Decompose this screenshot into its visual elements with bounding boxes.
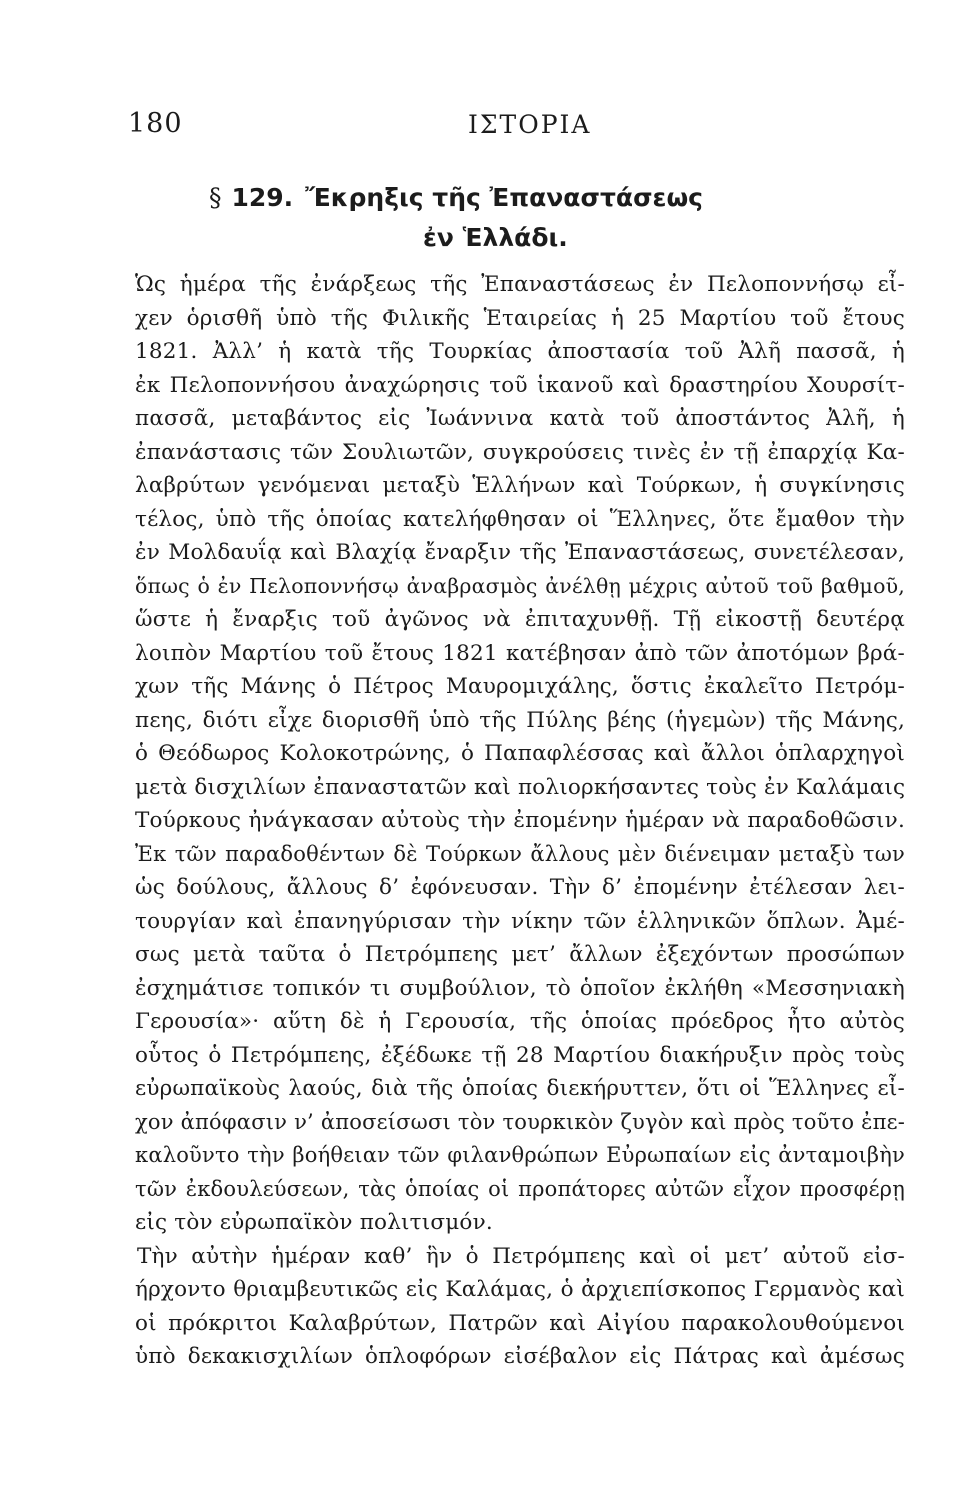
text-line: λαβρύτων γενόμεναι μεταξὺ Ἑλλήνων καὶ Τούρκων, ἡ συγκίνησις bbox=[135, 473, 905, 498]
text-line: χον ἀπόφασιν ν’ ἀποσείσωσι τὸν τουρκικὸν ζυγὸν καὶ πρὸς τοῦτο ἐπε- bbox=[135, 1109, 905, 1134]
text-line: ήρχοντο θριαμβευτικῶς εἰς Καλάμας, ὁ ἀρχιεπίσκοπος Γερμανὸς καὶ bbox=[135, 1277, 905, 1302]
text-line: λοιπὸν Μαρτίου τοῦ ἔτους 1821 κατέβησαν ἀπὸ τῶν ἀποτόμων βρά- bbox=[135, 640, 905, 666]
text-line: πεης, διότι εἶχε διορισθῆ ὑπὸ τῆς Πύλης βέης (ἡγεμὼν) τῆς Μάνης, bbox=[135, 707, 905, 733]
text-line: τέλος, ὑπὸ τῆς ὁποίας κατελήφθησαν οἱ Ἕλληνες, ὅτε ἔμαθον τὴν bbox=[135, 506, 905, 532]
text-line: ἐν Μολδαυΐᾳ καὶ Βλαχίᾳ ἔναρξιν τῆς Ἐπαναστάσεως, συνετέλεσαν, bbox=[135, 540, 905, 565]
text-line: ὁ Θεόδωρος Κολοκοτρώνης, ὁ Παπαφλέσσας καὶ ἄλλοι ὁπλαρχηγοὶ bbox=[135, 741, 905, 766]
text-line: ἐπανάστασις τῶν Σουλιωτῶν, συγκρούσεις τινὲς ἐν τῇ ἐπαρχίᾳ Κα- bbox=[135, 439, 905, 465]
text-line: πασσᾶ, μεταβάντος εἰς Ἰωάννινα κατὰ τοῦ ἀποστάντος Ἀλῆ, ἡ bbox=[135, 406, 905, 431]
section-mark: § bbox=[209, 183, 222, 212]
page-header bbox=[128, 108, 889, 148]
text-line: χεν ὁρισθῆ ὑπὸ τῆς Φιλικῆς Ἑταιρείας ἡ 25 Μαρτίου τοῦ ἔτους bbox=[135, 305, 905, 331]
text-line: Τὴν αὐτὴν ἡμέραν καθ’ ἣν ὁ Πετρόμπεης καὶ οἱ μετ’ αὐτοῦ εἰσ- bbox=[137, 1243, 905, 1269]
text-line: τουργίαν καὶ ἐπανηγύρισαν τὴν νίκην τῶν ἑλληνικῶν ὅπλων. Ἀμέ- bbox=[135, 908, 905, 934]
section-title-line-2: ἐν Ἑλλάδι. bbox=[423, 223, 568, 252]
text-line: Ἐκ τῶν παραδοθέντων δὲ Τούρκων ἄλλους μὲν διένειμαν μεταξὺ των bbox=[135, 841, 905, 866]
text-line: ὑπὸ δεκακισχιλίων ὁπλοφόρων εἰσέβαλον εἰς Πάτρας καὶ ἀμέσως bbox=[135, 1344, 905, 1369]
text-line: ὅπως ὁ ἐν Πελοποννήσῳ ἀναβρασμὸς ἀνέλθῃ μέχρις αὐτοῦ τοῦ βαθμοῦ, bbox=[135, 573, 905, 598]
section-heading bbox=[205, 178, 825, 258]
text-line: μετὰ δισχιλίων ἐπαναστατῶν καὶ πολιορκήσαντες τοὺς ἐν Καλάμαις bbox=[135, 774, 906, 800]
text-line: οἱ πρόκριτοι Καλαβρύτων, Πατρῶν καὶ Αἰγίου παρακολουθούμενοι bbox=[135, 1310, 905, 1336]
text-line: ἐσχημάτισε τοπικόν τι συμβούλιον, τὸ ὁποῖον ἐκλήθη «Μεσσηνιακὴ bbox=[135, 975, 905, 1001]
text-line: οὗτος ὁ Πετρόμπεης, ἐξέδωκε τῇ 28 Μαρτίου διακήρυξιν πρὸς τοὺς bbox=[135, 1042, 905, 1068]
section-title-line-1: Ἔκρηξις τῆς Ἐπαναστάσεως bbox=[305, 183, 704, 212]
page-number: 180 bbox=[128, 108, 183, 139]
text-line: Γερουσία»· αὕτη δὲ ἡ Γερουσία, τῆς ὁποίας πρόεδρος ἦτο αὐτὸς bbox=[135, 1009, 905, 1034]
text-line: χων τῆς Μάνης ὁ Πέτρος Μαυρομιχάλης, ὅστις ἐκαλεῖτο Πετρόμ- bbox=[135, 674, 905, 699]
text-line: ὥστε ἡ ἔναρξις τοῦ ἀγῶνος νὰ ἐπιταχυνθῇ. Τῇ εἰκοστῇ δευτέρᾳ bbox=[135, 607, 905, 632]
text-line: εὐρωπαϊκοὺς λαούς, διὰ τῆς ὁποίας διεκήρυττεν, ὅτι οἱ Ἕλληνες εἶ- bbox=[135, 1076, 905, 1101]
body-text bbox=[135, 268, 905, 1374]
text-line: Τούρκους ἠνάγκασαν αὐτοὺς τὴν ἐπομένην ἡμέραν νὰ παραδοθῶσιν. bbox=[135, 808, 905, 833]
text-line: εἰς τὸν εὐρωπαϊκὸν πολιτισμόν. bbox=[135, 1210, 493, 1235]
section-heading-line-1 bbox=[205, 178, 825, 218]
text-line: ὡς δούλους, ἄλλους δ’ ἐφόνευσαν. Τὴν δ’ ἐπομένην ἐτέλεσαν λει- bbox=[135, 875, 905, 900]
section-number: 129. bbox=[231, 183, 294, 212]
text-line: καλοῦντο τὴν βοήθειαν τῶν φιλανθρώπων Εὐρωπαίων εἰς ἀνταμοιβὴν bbox=[135, 1143, 905, 1167]
text-line: σως μετὰ ταῦτα ὁ Πετρόμπεης μετ’ ἄλλων ἐξεχόντων προσώπων bbox=[135, 942, 905, 967]
text-line: 1821. Ἀλλ’ ἡ κατὰ τῆς Τουρκίας ἀποστασία τοῦ Ἀλῆ πασσᾶ, ἡ bbox=[135, 339, 905, 364]
running-head: ΙΣΤΟΡΙΑ bbox=[468, 110, 592, 139]
text-line: τῶν ἐκδουλεύσεων, τὰς ὁποίας οἱ προπάτορες αὐτῶν εἶχον προσφέρῃ bbox=[135, 1176, 905, 1201]
text-line: ἐκ Πελοποννήσου ἀναχώρησις τοῦ ἱκανοῦ καὶ δραστηρίου Χουρσίτ- bbox=[135, 372, 905, 398]
text-line: Ὡς ἡμέρα τῆς ἐνάρξεως τῆς Ἐπαναστάσεως ἐν Πελοποννήσῳ εἶ- bbox=[135, 272, 905, 297]
